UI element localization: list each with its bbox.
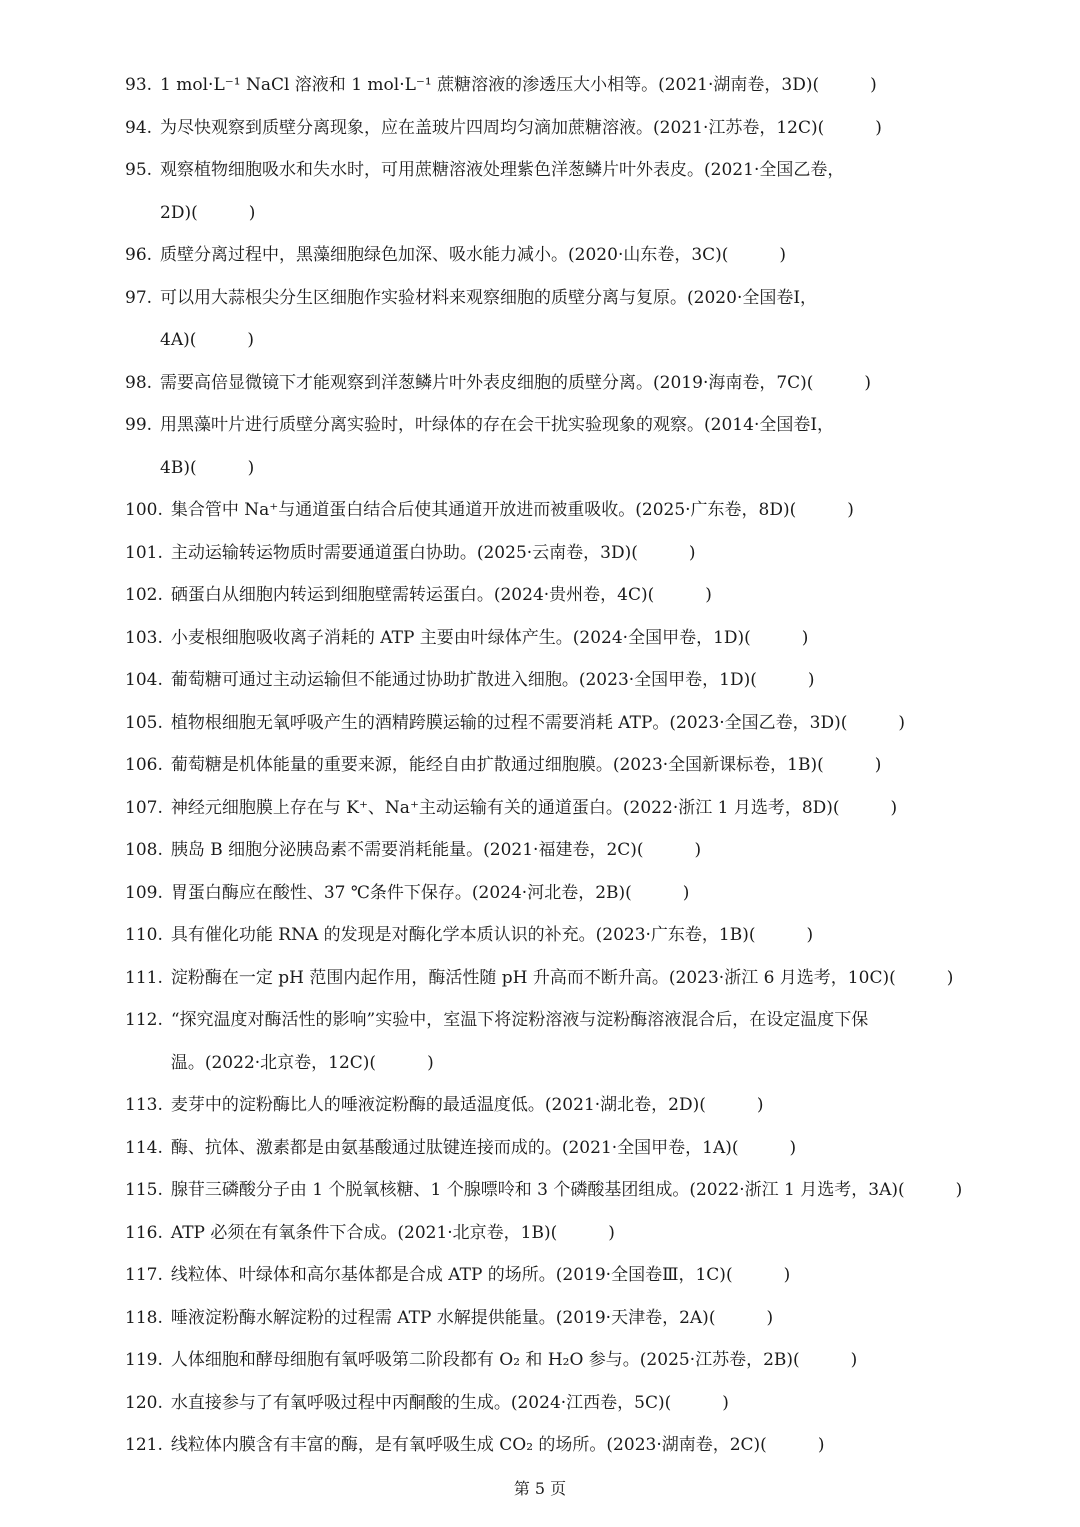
question-number: 109. <box>125 882 163 903</box>
question-number: 98. <box>125 372 153 393</box>
question-text <box>171 659 815 702</box>
question-text-line: 线粒体内膜含有丰富的酶，是有氧呼吸生成 CO₂ 的场所。(2023·湖南卷，2C)( ) <box>170 1435 825 1455</box>
question-item <box>125 787 1025 830</box>
question-item <box>125 957 1025 1000</box>
question-text <box>160 404 834 489</box>
question-text-line: 2D)( ) <box>160 202 256 223</box>
question-text <box>171 1127 796 1170</box>
question-item <box>125 1127 1025 1170</box>
question-item <box>125 574 1025 617</box>
question-number: 94. <box>125 117 153 138</box>
question-text-line: 植物根细胞无氧呼吸产生的酒精跨膜运输的过程不需要消耗 ATP。(2023·全国乙卷，3D)( ) <box>170 712 906 733</box>
question-text-line: 线粒体、叶绿体和高尔基体都是合成 ATP 的场所。(2019·全国卷Ⅲ，1C)( ) <box>170 1265 791 1285</box>
question-text <box>171 617 809 660</box>
question-item <box>125 1339 1025 1382</box>
question-number: 120. <box>125 1392 163 1413</box>
question-text-line: 唾液淀粉酶水解淀粉的过程需 ATP 水解提供能量。(2019·天津卷，2A)( ) <box>170 1307 774 1328</box>
question-number: 100. <box>125 500 163 520</box>
question-number: 108. <box>125 840 163 860</box>
question-text-line: 硒蛋白从细胞内转运到细胞壁需转运蛋白。(2024·贵州卷，4C)( ) <box>170 585 712 605</box>
question-text <box>171 1212 615 1255</box>
question-number: 96. <box>125 245 153 265</box>
question-number: 116. <box>125 1222 163 1243</box>
question-item <box>125 532 1025 575</box>
question-text-line: 质壁分离过程中，黑藻细胞绿色加深、吸水能力减小。(2020·山东卷，3C)( ) <box>160 245 787 265</box>
question-text <box>171 1169 962 1212</box>
question-text-line: 观察植物细胞吸水和失水时，可用蔗糖溶液处理紫色洋葱鳞片叶外表皮。(2021·全国乙卷， <box>160 160 845 180</box>
question-number: 97. <box>125 287 153 308</box>
question-text <box>171 532 696 575</box>
question-text <box>160 234 786 277</box>
question-text <box>171 914 813 957</box>
question-item <box>125 1084 1025 1127</box>
question-text-line: 水直接参与了有氧呼吸过程中丙酮酸的生成。(2024·江西卷，5C)( ) <box>170 1392 729 1413</box>
question-text-line: 淀粉酶在一定 pH 范围内起作用，酶活性随 pH 升高而不断升高。(2023·浙江 6 月选考，10C)( ) <box>170 967 954 988</box>
question-text-line: 4B)( ) <box>160 457 255 478</box>
question-number: 105. <box>125 712 163 733</box>
question-number: 117. <box>125 1265 163 1285</box>
question-text <box>171 957 954 1000</box>
question-item <box>125 1297 1025 1340</box>
question-item <box>125 489 1025 532</box>
question-text <box>171 1254 790 1297</box>
question-item <box>125 404 1025 489</box>
question-number: 101. <box>125 542 163 563</box>
question-text <box>171 1297 773 1340</box>
question-item <box>125 234 1025 277</box>
question-text <box>171 1084 764 1127</box>
question-item <box>125 1169 1025 1212</box>
question-text-line: 用黑藻叶片进行质壁分离实验时，叶绿体的存在会干扰实验现象的观察。(2014·全国卷Ⅰ， <box>160 415 835 435</box>
question-text <box>160 107 882 150</box>
question-item <box>125 64 1025 107</box>
question-item <box>125 872 1025 915</box>
page-number: 第 5 页 <box>513 1479 567 1498</box>
question-number: 110. <box>125 925 163 945</box>
question-text <box>160 362 871 405</box>
question-text <box>160 277 817 362</box>
question-number: 103. <box>125 627 163 648</box>
question-list <box>125 64 1025 1467</box>
question-text-line: ATP 必须在有氧条件下合成。(2021·北京卷，1B)( ) <box>170 1222 615 1243</box>
question-text-line: 具有催化功能 RNA 的发现是对酶化学本质认识的补充。(2023·广东卷，1B)( ) <box>170 925 814 945</box>
question-number: 99. <box>125 415 153 435</box>
question-text-line: 主动运输转运物质时需要通道蛋白协助。(2025·云南卷，3D)( ) <box>170 542 696 563</box>
question-number: 111. <box>125 967 163 988</box>
question-item <box>125 1212 1025 1255</box>
question-item <box>125 107 1025 150</box>
question-number: 93. <box>125 75 153 95</box>
question-text <box>160 149 844 234</box>
question-number: 115. <box>125 1180 163 1200</box>
question-item <box>125 1382 1025 1425</box>
question-text <box>171 702 905 745</box>
question-number: 104. <box>125 670 163 690</box>
question-item <box>125 1254 1025 1297</box>
question-number: 113. <box>125 1095 163 1115</box>
question-text <box>171 829 701 872</box>
question-text-line: 葡萄糖可通过主动运输但不能通过协助扩散进入细胞。(2023·全国甲卷，1D)( ) <box>170 670 815 690</box>
question-text-line: 胰岛 B 细胞分泌胰岛素不需要消耗能量。(2021·福建卷，2C)( ) <box>170 840 702 860</box>
question-text-line: 人体细胞和酵母细胞有氧呼吸第二阶段都有 O₂ 和 H₂O 参与。(2025·江苏卷，2B)( ) <box>170 1350 858 1370</box>
question-text-line: 胃蛋白酶应在酸性、37 ℃条件下保存。(2024·河北卷，2B)( ) <box>170 882 690 903</box>
question-item <box>125 362 1025 405</box>
question-text-line: 为尽快观察到质壁分离现象，应在盖玻片四周均匀滴加蔗糖溶液。(2021·江苏卷，12C)( ) <box>160 117 882 138</box>
question-text-line: “探究温度对酶活性的影响”实验中，室温下将淀粉溶液与淀粉酶溶液混合后，在设定温度下保 <box>170 1010 869 1030</box>
question-text <box>171 999 868 1084</box>
question-item <box>125 999 1025 1084</box>
question-number: 106. <box>125 755 163 775</box>
question-text-line: 酶、抗体、激素都是由氨基酸通过肽键连接而成的。(2021·全国甲卷，1A)( ) <box>170 1137 797 1158</box>
question-text <box>171 872 690 915</box>
question-text-line: 神经元细胞膜上存在与 K⁺、Na⁺主动运输有关的通道蛋白。(2022·浙江 1 月选考，8D)( ) <box>170 797 898 818</box>
question-item <box>125 659 1025 702</box>
question-text <box>171 574 712 617</box>
question-item <box>125 744 1025 787</box>
question-text <box>171 489 854 532</box>
question-number: 107. <box>125 797 163 818</box>
question-text-line: 需要高倍显微镜下才能观察到洋葱鳞片叶外表皮细胞的质壁分离。(2019·海南卷，7C)( ) <box>160 372 872 393</box>
question-text <box>171 787 897 830</box>
question-item <box>125 914 1025 957</box>
question-number: 114. <box>125 1137 163 1158</box>
question-text-line: 可以用大蒜根尖分生区细胞作实验材料来观察细胞的质壁分离与复原。(2020·全国卷Ⅰ， <box>160 287 818 308</box>
question-number: 118. <box>125 1307 163 1328</box>
question-item <box>125 702 1025 745</box>
question-text-line: 4A)( ) <box>160 330 255 350</box>
question-item <box>125 617 1025 660</box>
question-text-line: 温。(2022·北京卷，12C)( ) <box>170 1052 434 1073</box>
question-text-line: 1 mol·L⁻¹ NaCl 溶液和 1 mol·L⁻¹ 蔗糖溶液的渗透压大小相等。(2021·湖南卷，3D)( ) <box>160 75 877 95</box>
question-number: 95. <box>125 160 153 180</box>
question-text <box>171 1424 825 1467</box>
question-text-line: 腺苷三磷酸分子由 1 个脱氧核糖、1 个腺嘌呤和 3 个磷酸基团组成。(2022·浙江 1 月选考，3A)( ) <box>170 1180 963 1200</box>
question-item <box>125 1424 1025 1467</box>
question-text <box>171 1339 857 1382</box>
question-text <box>171 1382 729 1425</box>
question-text-line: 葡萄糖是机体能量的重要来源，能经自由扩散通过细胞膜。(2023·全国新课标卷，1B)( ) <box>170 755 882 775</box>
question-item <box>125 149 1025 234</box>
question-text-line: 小麦根细胞吸收离子消耗的 ATP 主要由叶绿体产生。(2024·全国甲卷，1D)( ) <box>170 627 809 648</box>
question-text-line: 麦芽中的淀粉酶比人的唾液淀粉酶的最适温度低。(2021·湖北卷，2D)( ) <box>170 1095 764 1115</box>
question-text <box>171 744 882 787</box>
question-item <box>125 829 1025 872</box>
question-text <box>160 64 877 107</box>
question-number: 119. <box>125 1350 163 1370</box>
question-text-line: 集合管中 Na⁺与通道蛋白结合后使其通道开放进而被重吸收。(2025·广东卷，8D)( ) <box>170 500 854 520</box>
question-number: 121. <box>125 1435 163 1455</box>
question-number: 112. <box>125 1010 163 1030</box>
question-number: 102. <box>125 585 163 605</box>
question-item <box>125 277 1025 362</box>
